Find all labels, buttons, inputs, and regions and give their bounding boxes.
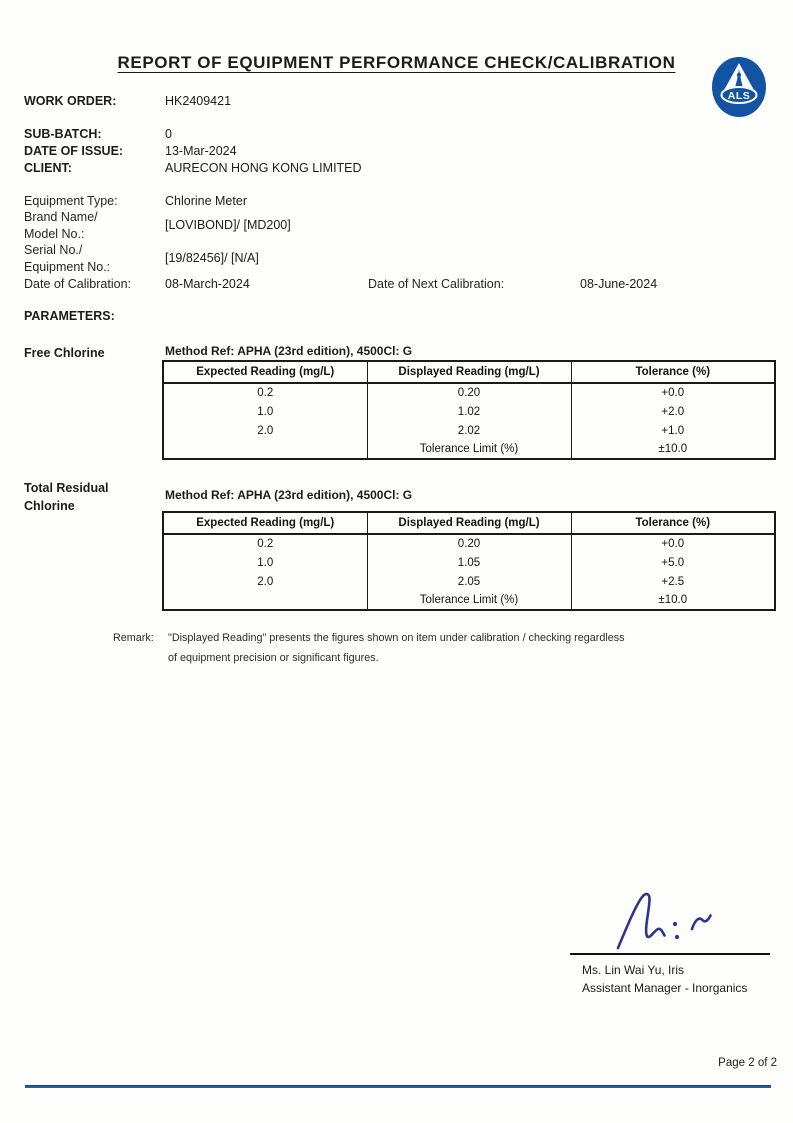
equipment-type-value: Chlorine Meter bbox=[165, 194, 247, 208]
section-free-chlorine-method: Method Ref: APHA (23rd edition), 4500Cl: G bbox=[165, 344, 413, 358]
footer-rule bbox=[25, 1085, 771, 1088]
sub-batch-value: 0 bbox=[165, 127, 172, 141]
table-row bbox=[163, 534, 775, 553]
col-displayed-reading: Displayed Reading (mg/L) bbox=[367, 512, 571, 534]
cell: 0.20 bbox=[367, 534, 571, 553]
work-order-value: HK2409421 bbox=[165, 94, 232, 108]
cell: 0.2 bbox=[257, 538, 274, 550]
total-residual-chlorine-table bbox=[162, 511, 776, 611]
table-row-tolerance-limit bbox=[163, 440, 775, 459]
table-row bbox=[163, 553, 775, 572]
cell: Tolerance Limit (%) bbox=[367, 591, 571, 610]
signature-icon bbox=[612, 886, 727, 959]
cell: 2.0 bbox=[257, 575, 274, 588]
brand-name-value: [LOVIBOND]/ [MD200] bbox=[165, 218, 291, 232]
client-label: CLIENT: bbox=[24, 161, 72, 175]
section-total-residual-method: Method Ref: APHA (23rd edition), 4500Cl: G bbox=[165, 488, 413, 502]
date-of-next-calibration-value: 08-June-2024 bbox=[580, 277, 658, 291]
cell: 1.0 bbox=[257, 556, 274, 569]
brand-name-label-line1: Brand Name/ bbox=[24, 210, 98, 224]
table-row bbox=[163, 383, 775, 402]
table-row bbox=[163, 572, 775, 591]
date-of-next-calibration-label: Date of Next Calibration: bbox=[368, 277, 505, 291]
table-row bbox=[163, 421, 775, 440]
als-logo bbox=[711, 56, 767, 123]
free-chlorine-table bbox=[162, 360, 776, 460]
cell: +0.0 bbox=[571, 383, 775, 402]
cell: 0.2 bbox=[257, 387, 274, 399]
serial-no-label-line1: Serial No./ bbox=[24, 243, 83, 257]
remark-text-line2: of equipment precision or significant figures. bbox=[168, 652, 379, 664]
cell: 1.02 bbox=[367, 402, 571, 421]
col-displayed-reading: Displayed Reading (mg/L) bbox=[367, 361, 571, 383]
date-of-issue-label: DATE OF ISSUE: bbox=[24, 144, 124, 158]
section-total-residual-name-line1: Total Residual bbox=[24, 481, 109, 495]
work-order-label: WORK ORDER: bbox=[24, 94, 117, 108]
signatory-title: Assistant Manager - Inorganics bbox=[582, 981, 748, 995]
cell: 2.02 bbox=[367, 421, 571, 440]
signature-rule bbox=[570, 953, 770, 955]
col-tolerance: Tolerance (%) bbox=[571, 512, 775, 534]
cell: ±10.0 bbox=[571, 591, 775, 610]
cell: +1.0 bbox=[571, 421, 775, 440]
date-of-calibration-label: Date of Calibration: bbox=[24, 277, 132, 291]
serial-no-value: [19/82456]/ [N/A] bbox=[165, 251, 259, 265]
parameters-heading: PARAMETERS: bbox=[24, 309, 115, 323]
col-tolerance: Tolerance (%) bbox=[571, 361, 775, 383]
serial-no-label-line2: Equipment No.: bbox=[24, 260, 111, 274]
cell bbox=[163, 591, 367, 610]
cell: +5.0 bbox=[571, 553, 775, 572]
signatory-name: Ms. Lin Wai Yu, Iris bbox=[582, 963, 685, 977]
page-number: Page 2 of 2 bbox=[718, 1057, 777, 1069]
table-row-tolerance-limit bbox=[163, 591, 775, 610]
cell: 1.05 bbox=[367, 553, 571, 572]
table-row bbox=[163, 402, 775, 421]
als-logo-icon bbox=[711, 56, 767, 118]
date-of-calibration-value: 08-March-2024 bbox=[165, 277, 250, 291]
remark-text-line1: "Displayed Reading" presents the figures shown on item under calibration / checking regardless bbox=[168, 632, 625, 644]
page-title: REPORT OF EQUIPMENT PERFORMANCE CHECK/CALIBRATION bbox=[117, 53, 676, 72]
remark-label: Remark: bbox=[113, 632, 154, 644]
sub-batch-label: SUB-BATCH: bbox=[24, 127, 102, 141]
brand-name-label-line2: Model No.: bbox=[24, 227, 85, 241]
col-expected-reading: Expected Reading (mg/L) bbox=[163, 512, 367, 534]
cell: ±10.0 bbox=[571, 440, 775, 459]
cell bbox=[163, 440, 367, 459]
cell: 0.20 bbox=[367, 383, 571, 402]
cell: 1.0 bbox=[257, 405, 274, 418]
cell: 2.0 bbox=[257, 424, 274, 437]
svg-text:ALS: ALS bbox=[727, 90, 751, 102]
table-header-row bbox=[163, 361, 775, 383]
cell: +0.0 bbox=[571, 534, 775, 553]
table-header-row bbox=[163, 512, 775, 534]
equipment-type-label: Equipment Type: bbox=[24, 194, 118, 208]
col-expected-reading: Expected Reading (mg/L) bbox=[163, 361, 367, 383]
cell: Tolerance Limit (%) bbox=[367, 440, 571, 459]
cell: +2.0 bbox=[571, 402, 775, 421]
section-free-chlorine-name: Free Chlorine bbox=[24, 346, 105, 360]
date-of-issue-value: 13-Mar-2024 bbox=[165, 144, 237, 158]
client-value: AURECON HONG KONG LIMITED bbox=[165, 161, 362, 175]
section-total-residual-name-line2: Chlorine bbox=[24, 499, 75, 513]
cell: 2.05 bbox=[367, 572, 571, 591]
cell: +2.5 bbox=[571, 572, 775, 591]
